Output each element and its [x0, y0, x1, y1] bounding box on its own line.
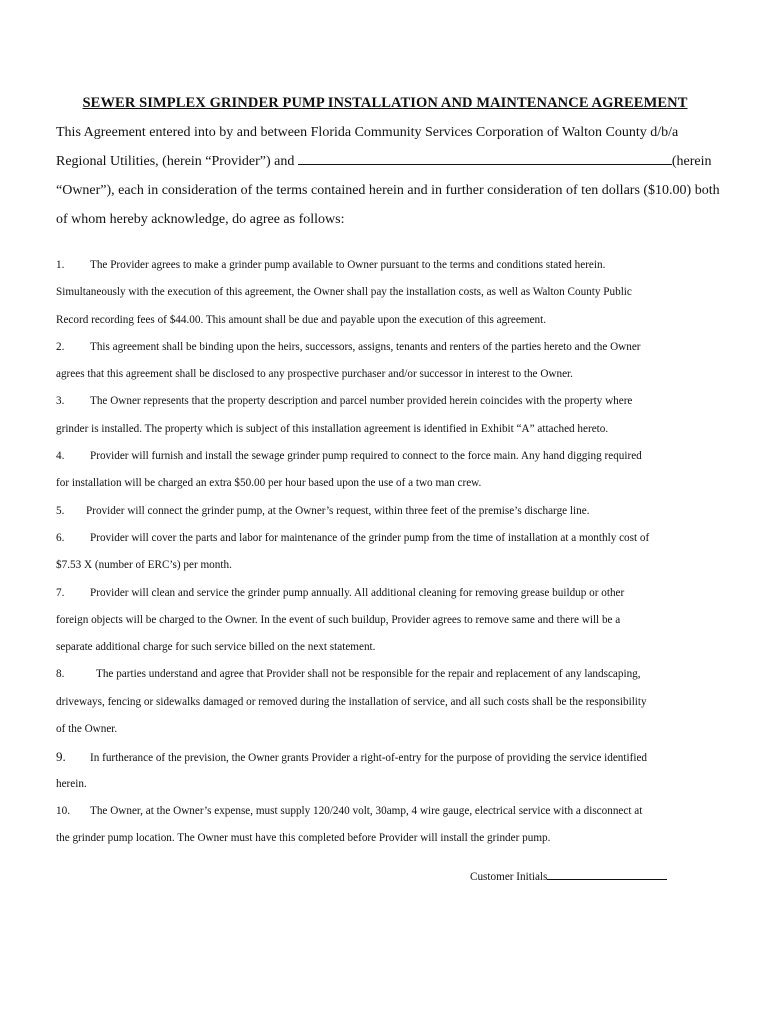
clause-9: [56, 743, 726, 770]
clause-9-line-2: herein.: [56, 777, 87, 790]
clause-text: In furtherance of the prevision, the Owner grants Provider a right-of-entry for the purpose of providing the service identified: [90, 752, 648, 765]
clause-7-line-2: foreign objects will be charged to the Owner. In the event of such buildup, Provider agrees to remove same and there will be a: [56, 613, 621, 626]
customer-initials: [470, 868, 667, 883]
clause-number: 4.: [56, 450, 65, 463]
clause-number: 6.: [56, 531, 65, 544]
clause-text: The Owner, at the Owner’s expense, must supply 120/240 volt, 30amp, 4 wire gauge, electrical service with a disconnect at: [90, 804, 643, 817]
clause-10: [56, 798, 726, 825]
intro-provider-text: Regional Utilities, (herein “Provider”) and: [56, 154, 295, 169]
intro-line-2: [56, 147, 726, 176]
clause-number: 5.: [56, 504, 65, 517]
clauses-list: [56, 252, 726, 853]
clause-number: 2.: [56, 340, 65, 353]
clause-text: Provider will connect the grinder pump, at the Owner’s request, within three feet of the premise’s discharge line.: [86, 504, 590, 517]
intro-line-3: “Owner”), each in consideration of the terms contained herein and in further consideration of ten dollars ($10.00) both: [56, 183, 720, 198]
clause-text: Provider will cover the parts and labor for maintenance of the grinder pump from the time of installation at a monthly cost of: [90, 531, 650, 544]
owner-name-blank[interactable]: [298, 150, 672, 165]
clause-8-line-2: driveways, fencing or sidewalks damaged or removed during the installation of service, and all such costs shall be the responsibility: [56, 695, 647, 708]
clause-3: [56, 388, 726, 415]
clause-6: [56, 525, 726, 552]
clause-number: 7.: [56, 586, 65, 599]
clause-8-line-3: of the Owner.: [56, 723, 118, 736]
intro-paragraph: [56, 118, 726, 234]
clause-4-line-2: for installation will be charged an extra $50.00 per hour based upon the use of a two man crew.: [56, 477, 482, 490]
clause-10-line-2: the grinder pump location. The Owner must have this completed before Provider will install the grinder pump.: [56, 832, 551, 845]
intro-line-1: This Agreement entered into by and between Florida Community Services Corporation of Walton County d/b/a: [56, 125, 679, 140]
customer-initials-label: Customer Initials: [470, 871, 548, 883]
clause-text: The Provider agrees to make a grinder pump available to Owner pursuant to the terms and conditions stated herein.: [90, 259, 606, 271]
clause-1-line-3: Record recording fees of $44.00. This amount shall be due and payable upon the execution of this agreement.: [56, 313, 547, 326]
clause-7: [56, 580, 726, 607]
customer-initials-blank[interactable]: [547, 868, 667, 880]
clause-2-line-2: agrees that this agreement shall be disclosed to any prospective purchaser and/or successor in interest to the Owner.: [56, 368, 573, 381]
intro-line-4: of whom hereby acknowledge, do agree as follows:: [56, 212, 345, 227]
clause-5: [56, 498, 726, 525]
clause-2: [56, 334, 726, 361]
clause-8: [56, 661, 726, 688]
clause-6-line-2: $7.53 X (number of ERC’s) per month.: [56, 559, 232, 572]
clause-text: This agreement shall be binding upon the heirs, successors, assigns, tenants and renters of the parties hereto and the Owner: [90, 340, 641, 353]
clause-number: 9.: [56, 749, 66, 765]
intro-herein-text: (herein: [671, 154, 712, 169]
clause-text: Provider will furnish and install the sewage grinder pump required to connect to the force main. Any hand digging required: [90, 450, 642, 463]
clause-3-line-2: grinder is installed. The property which is subject of this installation agreement is identified in Exhibit “A” attached hereto.: [56, 422, 609, 435]
clause-number: 8.: [56, 668, 65, 681]
clause-text: The parties understand and agree that Provider shall not be responsible for the repair and replacement of any landscaping,: [96, 668, 641, 681]
clause-number: 1.: [56, 259, 65, 271]
clause-text: The Owner represents that the property description and parcel number provided herein coincides with the property where: [90, 395, 633, 408]
clause-7-line-3: separate additional charge for such service billed on the next statement.: [56, 641, 376, 654]
clause-4: [56, 443, 726, 470]
document-title: SEWER SIMPLEX GRINDER PUMP INSTALLATION AND MAINTENANCE AGREEMENT: [82, 95, 688, 111]
clause-number: 3.: [56, 395, 65, 408]
clause-text: Provider will clean and service the grinder pump annually. All additional cleaning for removing grease buildup or other: [90, 586, 625, 599]
clause-1-line-2: Simultaneously with the execution of this agreement, the Owner shall pay the installation costs, as well as Walton County Public: [56, 286, 632, 299]
clause-1: [56, 252, 726, 279]
clause-number: 10.: [56, 804, 70, 817]
